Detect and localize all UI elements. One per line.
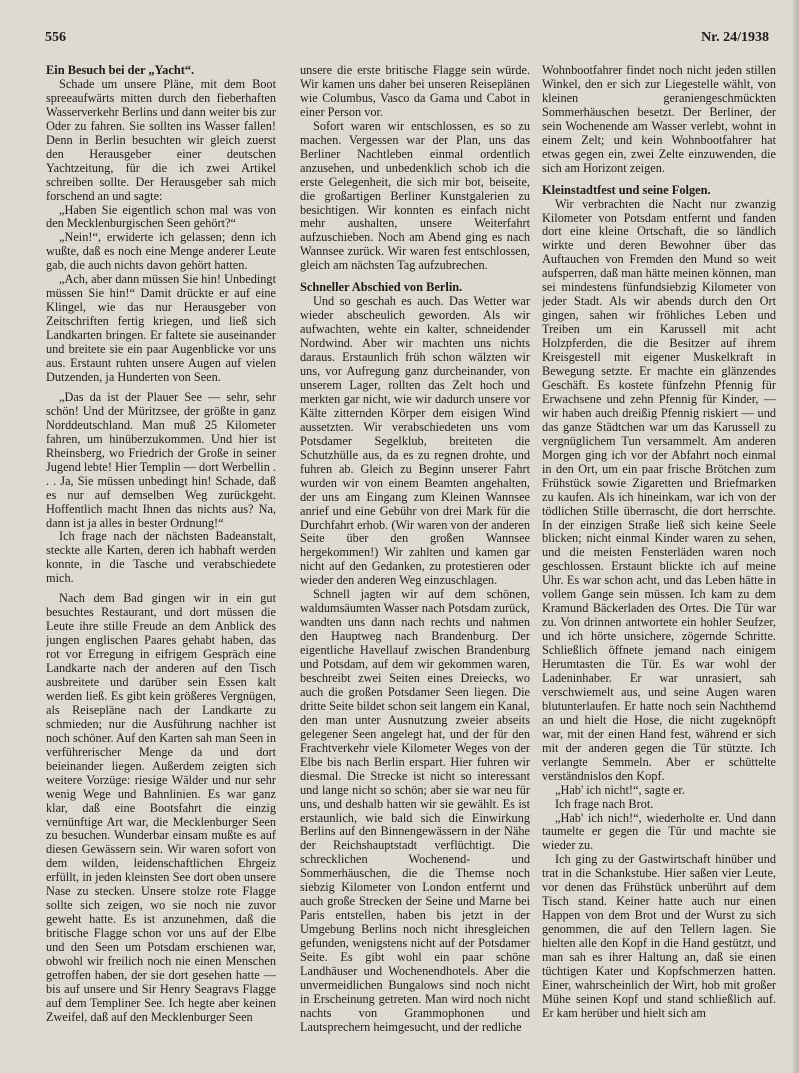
paragraph: „Das da ist der Plauer See — sehr, sehr schön! Und der Müritzsee, der größte in ganz Norddeutschland. Man muß 25 Kilometer fahren, um hinüberzukommen. Und hier ist Rheinsberg, wo Friedrich der Große in seiner Jugend lebte! Hier Templin — dort Werbellin . . . Ja, Sie müssen unbedingt hin! Schade, daß es nur auf demselben Weg zurückgeht. Hoffentlich macht Ihnen das nichts aus? Na, dann ist ja alles in bester Ordnung!“ <box>46 389 276 530</box>
text-column-left <box>46 64 276 1064</box>
paragraph: Ich frage nach Brot. <box>555 796 654 811</box>
paragraph: „Hab' ich nich!“, wiederholte er. Und dann taumelte er gegen die Tür und machte sie wieder zu. <box>542 810 776 853</box>
issue-number: Nr. 24/1938 <box>701 30 769 45</box>
paragraph: Wir verbrachten die Nacht nur zwanzig Kilometer von Potsdam entfernt und fanden dort eine kleine Ortschaft, die so ländlich wirkte und deren Bewohner über das Auftauchen von Fremden den Mund so weit aufsperren, daß man hätte meinen können, man sei mindestens fünfundsiebzig Kilometer von jeder Stadt. Als wir abends durch den Ort gingen, sahen wir fröhliches Leben und Treiben um ein Karussell mit acht Holzpferden, die die Besitzer auf ihrem Kreisgestell mit eigener Muskelkraft in Bewegung setzte. Er machte ein glänzendes Geschäft. Es kostete fünfzehn Pfennig für Erwachsene und zehn Pfennig für Kinder, — wir haben auch dreißig Pfennig riskiert — und das ganze Städtchen war um das Karussell zu vergnüglichem Tun versammelt. Am anderen Morgen ging ich vor der Abfahrt noch einmal in den Ort, um ein paar frische Brötchen zum Frühstück sowie Zigaretten und Briefmarken zu kaufen. Als ich hineinkam, war ich von der tödlichen Stille überrascht, die dort herrschte. In der einzigen Straße ließ sich keine Seele blicken; nicht einmal Kinder waren zu sehen, und die meisten Fensterläden waren noch geschlossen. Erstaunt blickte ich auf meine Uhr. Es war schon acht, und das Leben hätte in vollem Gange sein müssen. Ich kam zu dem Kramund Bäckerladen des Ortes. Die Tür war zu. Von drinnen antwortete ein hohler Seufzer, und ich hörte unsichere, zögernde Schritte. Schließlich öffnete jemand nach einigem Herumtasten die Tür. Es war wohl der Ladeninhaber. Er war unrasiert, sah verschwiemelt aus, und seine Augen waren blutunterlaufen. Er hatte noch sein Nachthemd an und hielt die Hose, die nicht zugeknöpft war, mit der einen Hand fest, während er sich mit der anderen gegen die Tür stützte. Ich verlangte Semmeln. Aber er schüttelte verständnislos den Kopf. <box>542 196 776 783</box>
paragraph: Schnell jagten wir auf dem schönen, waldumsäumten Wasser nach Potsdam zurück, wandten uns dann nach rechts und nahmen den Hauptweg nach Brandenburg. Der eigentliche Havellauf zwischen Brandenburg und Potsdam, auf dem wir gekommen waren, beschreibt zwei Seiten eines Dreiecks, wo auch die großen Potsdamer Seen liegen. Die dritte Seite bildet schon seit langem ein Kanal, den man unter Ausnutzung zweier abseits gelegener Seen angelegt hat, und der für den Frachtverkehr viele Kilometer Weges von der Elbe bis nach Berlin erspart. Hier fuhren wir diesmal. Die Strecke ist nicht so interessant und lange nicht so schön; aber sie war neu für uns, und deshalb hatten wir sie gewählt. Es ist erstaunlich, wie bald sich die Einwirkung Berlins auf den Binnengewässern in der Nähe der Reichshauptstadt verflüchtigt. Die schrecklichen Wochenend- und Sommerhäuschen, die die Themse noch siebzig Kilometer von London entfernt und auch große Strecken der Seine und Marne bei Paris entstellen, haben bis jetzt in der Umgebung Berlins noch nicht ihresgleichen gefunden, wenigstens nicht auf der Potsdamer Seite. Es gibt wohl ein paar schöne Landhäuser und Wochenendhotels. Aber die unvermeidlichen Bungalows sind noch nicht in Erscheinung getreten. Man wird noch nicht nachts von Grammophonen und Lautsprechern heimgesucht, und der redliche <box>300 587 530 1034</box>
paragraph: „Hab' ich nicht!“, sagte er. <box>555 782 685 797</box>
page-number: 556 <box>45 30 66 45</box>
section-heading: Schneller Abschied von Berlin. <box>300 280 463 295</box>
text-column-middle <box>300 64 530 1064</box>
paragraph: „Nein!“, erwiderte ich gelassen; denn ich wußte, daß es noch eine Menge anderer Leute gab, die auch nichts davon gehört hatten. <box>46 230 276 273</box>
paragraph: unsere die erste britische Flagge sein würde. Wir kamen uns daher bei unseren Reiseplänen wie Columbus, Vasco da Gama und Cabot in einer Person vor. <box>300 64 530 119</box>
paragraph: Ich frage nach der nächsten Badeanstalt, steckte alle Karten, deren ich habhaft werden konnte, in die Tasche und verabschiedete mich. <box>46 529 276 586</box>
paragraph: „Ach, aber dann müssen Sie hin! Unbedingt müssen Sie hin!“ Damit drückte er auf eine Klingel, wie das nur Herausgeber von Zeitschriften fertig kriegen, und ließ sich Landkarten bringen. Er faltete sie auseinander und breitete sie ein paar Augenblicke vor uns aus. Erstaunt ruhten unsere Augen auf vielen Dutzenden, ja Hunderten von Seen. <box>46 272 276 384</box>
text-column-right <box>542 64 776 1064</box>
paragraph: Sofort waren wir entschlossen, es so zu machen. Vergessen war der Plan, uns das Berliner Nachtleben einmal ordentlich anzusehen, und unbedenklich schob ich die erste Gelegenheit, die sich mir bot, beiseite, die großartigen Berliner Kunstgalerien zu besichtigen. Wir konnten es einfach nicht mehr aushalten, unsere Weiterfahrt aufzuschieben. Noch am Abend ging es nach Wannsee zurück. Wir waren fest entschlossen, gleich am nächsten Tag aufzubrechen. <box>300 118 530 273</box>
paragraph: Und so geschah es auch. Das Wetter war wieder abscheulich geworden. Als wir aufwachten, wehte ein kalter, schneidender Nordwind. Aber wir machten uns nichts daraus. Erstaunlich früh schon wälzten wir uns, vor Aufregung ganz durcheinander, von unserem Lager, rollten das Zelt hoch und merkten gar nicht, wie wir dadurch unsere vor Kälte zitternden Körper dem eisigen Wind aussetzten. Wir verabschiedeten uns vom Potsdamer Segelklub, breiteten die Schutzhülle aus, da es zu regnen drohte, und fuhren ab. Gleich zu Beginn unserer Fahrt wurden wir von einem Beamten angehalten, der uns am Eingang zum Kleinen Wannsee anrief und eine Gebühr von drei Mark für die Durchfahrt erhob. (Wir waren von der anderen Seite über den großen Wannsee hergekommen!) Wir zahlten und kamen gar nicht auf den Gedanken, zu protestieren oder wieder den anderen Weg einzuschlagen. <box>300 294 530 588</box>
paragraph: „Haben Sie eigentlich schon mal was von den Mecklenburgischen Seen gehört?“ <box>46 202 276 231</box>
section-heading: Kleinstadtfest und seine Folgen. <box>542 182 711 197</box>
page-header <box>45 30 769 48</box>
paragraph: Ich ging zu der Gastwirtschaft hinüber und trat in die Schankstube. Hier saßen vier Leute, vor denen das Frühstück unberührt auf dem Tisch stand. Keiner hatte auch nur einen Happen von dem Brot und der Wurst zu sich genommen, die auf den Tellern lagen. Sie hielten alle den Kopf in die Hand gestützt, und man sah es ihrer Haltung an, daß sie einen tüchtigen Kater und Kopfschmerzen hatten. Einer, wahrscheinlich der Wirt, hob mit großer Mühe seinen Kopf und stand schließlich auf. Er kam herüber und hielt sich am <box>542 852 776 1020</box>
paragraph: Wohnbootfahrer findet noch nicht jeden stillen Winkel, den er sich zur Liegestelle wählt, von kleinen geraniengeschmückten Sommerhäuschen besetzt. Der Berliner, der sein Wochenende am Wasser verlebt, wohnt in einem Zelt; und kein Wohnbootfahrer hat etwas gegen ein, zwei Zelte einzuwenden, die sich am Horizont zeigen. <box>542 64 776 175</box>
paragraph: Schade um unsere Pläne, mit dem Boot spreeaufwärts mitten durch den fieberhaften Wasserverkehr Berlins und dann weiter bis zur Oder zu fahren. Sie sollten ins Wasser fallen! Denn in Berlin besuchten wir gleich zuerst den Herausgeber einer deutschen Yachtzeitung, für die ich zwei Artikel schreiben sollte. Der Herausgeber sah mich forschend an und sagte: <box>46 76 276 203</box>
section-heading: Ein Besuch bei der „Yacht“. <box>46 64 195 77</box>
paragraph: Nach dem Bad gingen wir in ein gut besuchtes Restaurant, und dort müssen die Leute ihre stille Freude an dem Anblick des jungen englischen Paares gehabt haben, das rot vor Erregung in eifrigem Gespräch eine Landkarte nach der anderen auf den Tisch ausbreitete und darüber sein Essen kalt werden ließ. Es gibt kein größeres Vergnügen, als Reisepläne nach der Landkarte zu schmieden; nur die Ausführung nachher ist noch schöner. Auf den Karten sah man Seen in verführerischer Menge da und dort beieinander liegen. Außerdem zeigten sich weitere Vorzüge: riesige Wälder und nur sehr wenig Wege und Bahnlinien. Es war ganz klar, daß eine Bootsfahrt die einzig vernünftige Art war, die Mecklenburger Seen zu besuchen. Wunderbar einsam mußte es auf diesen Gewässern sein. Wir waren sofort von dem wilden, leidenschaftlichen Ehrgeiz erfüllt, in jeden kleinsten See dort oben unsere Nase zu stecken. Unsere stolze rote Flagge sollte sich zeigen, wo sie noch nie zuvor geweht hatte. Es ist anzunehmen, daß die britische Flagge schon vor uns auf der Elbe und den Seen um Potsdam erschienen war, obwohl wir freilich noch nie einen Menschen getroffen haben, der sie dort gesehen hatte — bis auf unsere und Sir Henry Seagravs Flagge auf dem Templiner See. Ich hegte aber keinen Zweifel, daß auf den Mecklenburger Seen <box>46 591 276 1024</box>
